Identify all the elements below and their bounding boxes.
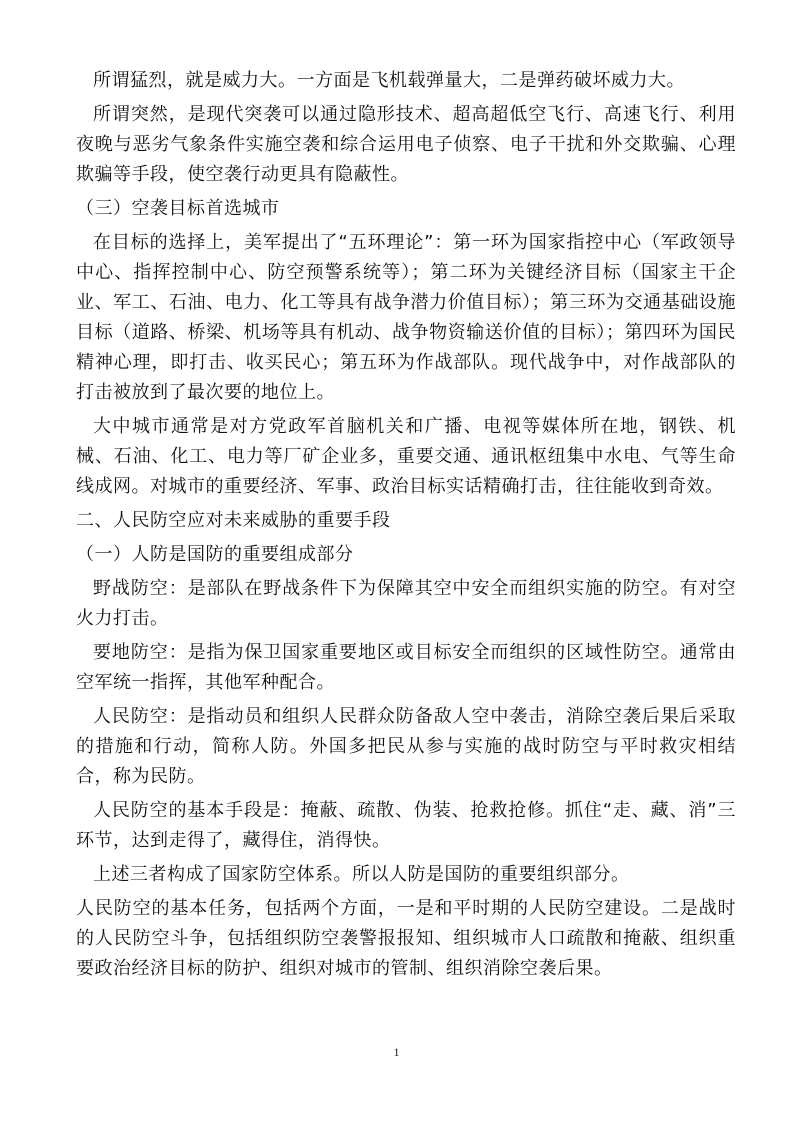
section-heading-national-defense: （一）人防是国防的重要组成部分 xyxy=(76,544,354,565)
section-heading-means: 二、人民防空应对未来威胁的重要手段 xyxy=(76,510,391,531)
paragraph-civil-air-defense: 人民防空：是指动员和组织人民群众防备敌人空中袭击，消除空袭后果后采取的措施和行动，简称人防。外国多把民从参与实施的战时防空与平时救灾相结合，称为民防。 xyxy=(76,706,736,787)
paragraph-cities: 大中城市通常是对方党政军首脑机关和广播、电视等媒体所在地，钢铁、机械、石油、化工、电力等厂矿企业多，重要交通、通讯枢纽集中水电、气等生命线成网。对城市的重要经济、军事、政治目标实话精确打击，往往能收到奇效。 xyxy=(76,416,736,497)
paragraph-key-area-defense: 要地防空：是指为保卫国家重要地区或目标安全而组织的区域性防空。通常由空军统一指挥，其他军种配合。 xyxy=(76,642,736,693)
document-body xyxy=(76,66,736,988)
paragraph-fierce: 所谓猛烈，就是威力大。一方面是飞机载弹量大，二是弹药破坏威力大。 xyxy=(93,70,685,91)
paragraph-basic-means: 人民防空的基本手段是：掩蔽、疏散、伪装、抢救抢修。抓住“走、藏、消”三环节，达到走得了，藏得住，消得快。 xyxy=(76,800,736,851)
paragraph-field-air-defense: 野战防空：是部队在野战条件下为保障其空中安全而组织实施的防空。有对空火力打击。 xyxy=(76,578,736,629)
page-number: 1 xyxy=(393,1045,400,1059)
paragraph-system: 上述三者构成了国家防空体系。所以人防是国防的重要组织部分。 xyxy=(93,864,630,885)
paragraph-sudden: 所谓突然，是现代突袭可以通过隐形技术、超高超低空飞行、高速飞行、利用夜晚与恶劣气象条件实施空袭和综合运用电子侦察、电子干扰和外交欺骗、心理欺骗等手段，使空袭行动更具有隐蔽性。 xyxy=(76,104,736,185)
paragraph-five-rings: 在目标的选择上，美军提出了“五环理论”：第一环为国家指控中心（军政领导中心、指挥控制中心、防空预警系统等）；第二环为关键经济目标（国家主干企业、军工、石油、电力、化工等具有战争潜力价值目标）；第三环为交通基础设施目标（道路、桥梁、机场等具有机动、战争物资输送价值的目标）；第四环为国民精神心理，即打击、收买民心；第五环为作战部队。现代战争中，对作战部队的打击被放到了最次要的地位上。 xyxy=(76,232,736,403)
section-heading-targets: （三）空袭目标首选城市 xyxy=(76,198,280,219)
paragraph-basic-tasks: 人民防空的基本任务，包括两个方面，一是和平时期的人民防空建设。二是战时的人民防空斗争，包括组织防空袭警报报知、组织城市人口疏散和掩蔽、组织重要政治经济目标的防护、组织对城市的管制、组织消除空袭后果。 xyxy=(76,898,736,979)
